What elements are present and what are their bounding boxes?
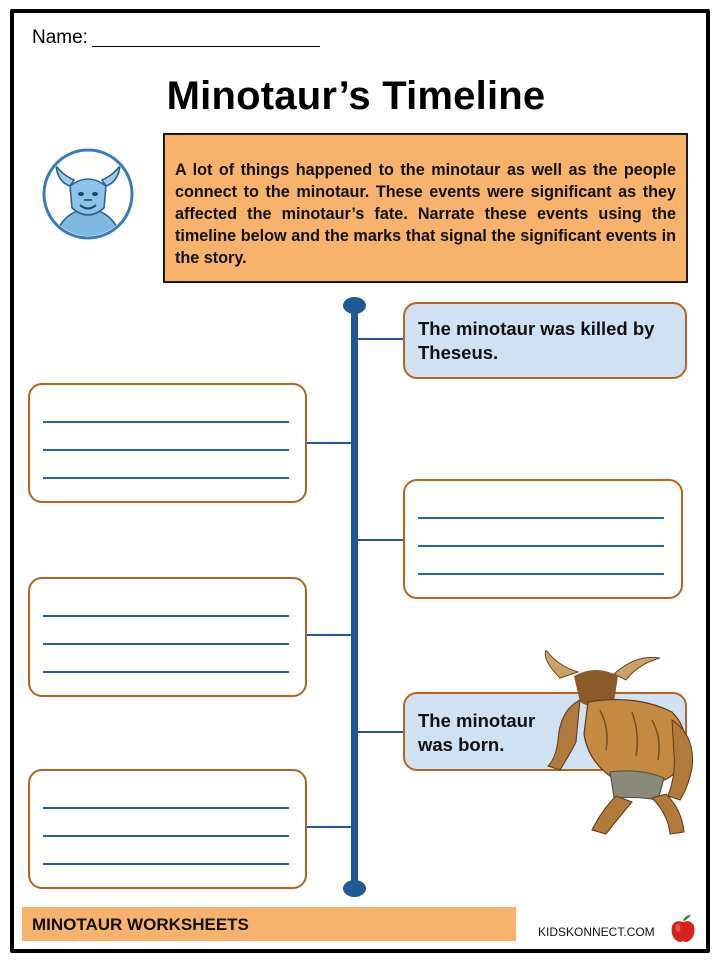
writing-line[interactable] xyxy=(43,477,289,479)
timeline-end-dot xyxy=(343,880,366,897)
apple-logo-icon xyxy=(665,910,701,946)
footer-title: MINOTAUR WORKSHEETS xyxy=(32,915,249,934)
name-label: Name: xyxy=(32,27,88,48)
timeline-start-dot xyxy=(343,297,366,314)
writing-line[interactable] xyxy=(418,517,664,519)
writing-line[interactable] xyxy=(43,449,289,451)
instructions-box xyxy=(163,133,688,283)
event-box-6[interactable] xyxy=(28,769,307,889)
minotaur-head-icon xyxy=(40,142,136,242)
event-box-3[interactable] xyxy=(403,479,683,599)
writing-line[interactable] xyxy=(43,615,289,617)
page-title xyxy=(0,74,720,119)
writing-line[interactable] xyxy=(43,421,289,423)
timeline-spine xyxy=(351,305,358,888)
connector-event-4 xyxy=(306,634,352,636)
minotaur-warrior-illustration xyxy=(540,650,698,840)
writing-line[interactable] xyxy=(43,835,289,837)
writing-line[interactable] xyxy=(43,807,289,809)
connector-event-6 xyxy=(306,826,352,828)
connector-event-1 xyxy=(358,338,404,340)
connector-event-5 xyxy=(358,731,404,733)
event-box-2[interactable] xyxy=(28,383,307,503)
writing-line[interactable] xyxy=(43,671,289,673)
writing-line[interactable] xyxy=(418,573,664,575)
writing-line[interactable] xyxy=(43,863,289,865)
event-text-5: The minotaur was born. xyxy=(418,710,536,755)
name-field-line[interactable] xyxy=(92,46,320,47)
page-title-text: Minotaur’s Timeline xyxy=(166,74,546,118)
connector-event-3 xyxy=(358,539,404,541)
event-box-4[interactable] xyxy=(28,577,307,697)
event-text-1: The minotaur was killed by Theseus. xyxy=(418,318,655,363)
instructions-text: A lot of things happened to the minotaur as well as the people connect to the minotaur. These events were significant as they affected the minotaur’s fate. Narrate these events using the timeline below and the marks that signal the significant events in the story. xyxy=(175,161,676,267)
writing-line[interactable] xyxy=(43,643,289,645)
footer-brand: KIDSKONNECT.COM xyxy=(538,925,655,939)
connector-event-2 xyxy=(306,442,352,444)
writing-line[interactable] xyxy=(418,545,664,547)
